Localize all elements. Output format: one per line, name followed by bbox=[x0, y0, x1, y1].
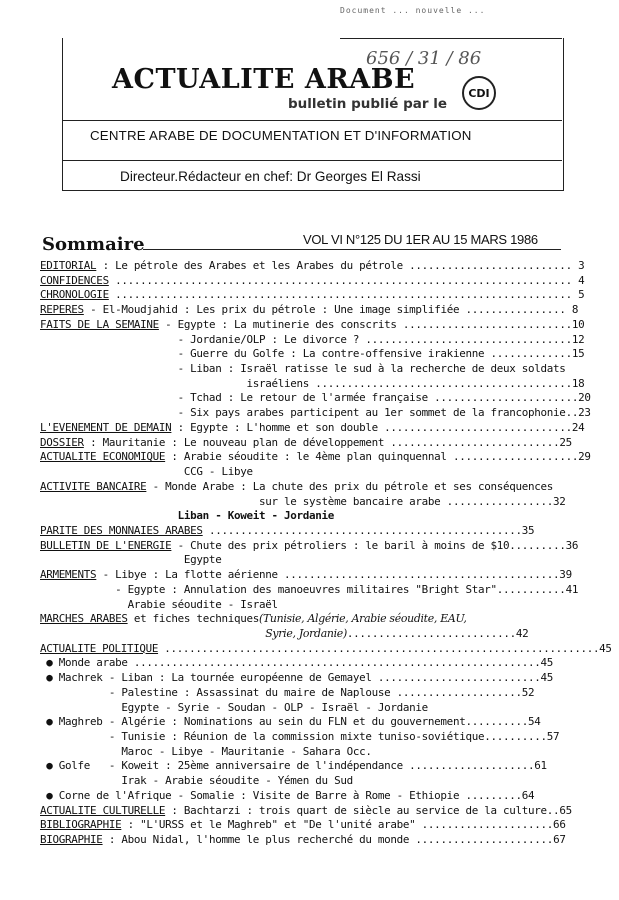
toc-line bbox=[40, 818, 566, 832]
entry-text: ● Monde arabe .................................................................45 bbox=[40, 656, 554, 670]
toc-line bbox=[40, 288, 584, 302]
toc-line bbox=[40, 553, 221, 567]
section-title: CONFIDENCES bbox=[40, 273, 109, 287]
section-title: DOSSIER bbox=[40, 435, 84, 449]
section-title: ARMEMENTS bbox=[40, 568, 97, 582]
section-title: CHRONOLOGIE bbox=[40, 288, 109, 302]
toc-line bbox=[40, 362, 566, 376]
entry-text: ..................................................35 bbox=[202, 523, 535, 537]
entry-text: ● Golfe - Koweit : 25ème anniversaire de l'indépendance ....................61 bbox=[40, 759, 547, 773]
toc-line bbox=[40, 833, 566, 847]
sommaire-rule bbox=[143, 249, 561, 250]
centre-name: CENTRE ARABE DE DOCUMENTATION ET D'INFORMATION bbox=[90, 128, 472, 143]
entry-text: - Egypte : La mutinerie des conscrits ...........................10 bbox=[158, 317, 585, 331]
toc-line bbox=[40, 333, 584, 347]
publication-title: ACTUALITE ARABE bbox=[112, 64, 416, 95]
entry-text: et fiches techniques bbox=[127, 612, 260, 626]
entry-text: - Liban : Israël ratisse le sud à la recherche de deux soldats bbox=[40, 362, 566, 376]
entry-text: israéliens .........................................18 bbox=[40, 376, 585, 390]
toc-line bbox=[40, 701, 428, 715]
top-scribble: Document ... nouvelle ... bbox=[340, 6, 486, 15]
toc-line bbox=[40, 318, 584, 332]
toc-line bbox=[40, 539, 578, 553]
header-rule-1 bbox=[62, 120, 562, 121]
entry-text: : Bachtarzi : trois quart de siècle au service de la culture..65 bbox=[165, 803, 572, 817]
entry-text: : Le pétrole des Arabes et les Arabes du pétrole .......................... 3 bbox=[96, 259, 585, 272]
toc-line bbox=[40, 686, 534, 700]
toc-line bbox=[40, 730, 559, 744]
toc-line bbox=[40, 509, 334, 523]
toc-line bbox=[40, 347, 584, 361]
entry-text: Maroc - Libye - Mauritanie - Sahara Occ. bbox=[40, 744, 372, 758]
toc-line bbox=[40, 480, 553, 494]
toc-line bbox=[40, 745, 372, 759]
section-title: ACTUALITE POLITIQUE bbox=[40, 641, 159, 655]
section-title: FAITS DE LA SEMAINE bbox=[40, 317, 159, 331]
entry-text: Egypte bbox=[40, 553, 222, 567]
entry-text: ● Machrek - Liban : La tournée européenne de Gemayel ..........................45 bbox=[40, 671, 554, 685]
toc-line bbox=[40, 612, 467, 626]
director-line: Directeur.Rédacteur en chef: Dr Georges El Rassi bbox=[120, 169, 421, 184]
entry-text: CCG - Libye bbox=[40, 465, 253, 479]
toc-line bbox=[40, 436, 572, 450]
sommaire-heading: Sommaire bbox=[42, 234, 145, 255]
toc-line bbox=[40, 391, 591, 405]
entry-text: - Egypte : Annulation des manoeuvres militaires "Bright Star"...........41 bbox=[40, 582, 579, 596]
section-title: BULLETIN DE L'ENERGIE bbox=[40, 538, 172, 552]
toc-line bbox=[40, 671, 553, 685]
toc-line bbox=[40, 303, 578, 317]
section-title: ACTUALITE ECONOMIQUE bbox=[40, 450, 166, 464]
entry-text: Egypte - Syrie - Soudan - OLP - Israël - Jordanie bbox=[40, 700, 428, 714]
toc-line bbox=[40, 583, 578, 597]
section-title: EDITORIAL bbox=[40, 259, 97, 272]
toc-line bbox=[40, 524, 534, 538]
entry-text: - Guerre du Golfe : La contre-offensive irakienne .............15 bbox=[40, 347, 585, 361]
section-title: ACTIVITE BANCAIRE bbox=[40, 479, 147, 493]
toc-line bbox=[40, 789, 534, 803]
entry-text: Arabie séoudite - Israël bbox=[40, 597, 278, 611]
section-title: MARCHES ARABES bbox=[40, 612, 128, 626]
toc-line bbox=[40, 568, 572, 582]
entry-text: - Libye : La flotte aérienne ............................................39 bbox=[96, 568, 572, 582]
entry-text: : Abou Nidal, l'homme le plus recherché du monde ......................67 bbox=[102, 833, 566, 847]
toc-line bbox=[40, 274, 584, 288]
entry-text: : "L'URSS et le Maghreb" et "De l'unité arabe" .....................66 bbox=[121, 818, 566, 832]
entry-text: : Arabie séoudite : le 4ème plan quinquennal ....................29 bbox=[165, 450, 591, 464]
toc-line bbox=[40, 465, 253, 479]
entry-text: - Monde Arabe : La chute des prix du pétrole et ses conséquences bbox=[146, 479, 554, 493]
section-title: BIOGRAPHIE bbox=[40, 833, 103, 847]
entry-text: ...........................42 bbox=[346, 627, 529, 640]
entry-text: : Egypte : L'homme et son double ..............................24 bbox=[171, 420, 585, 434]
entry-text: ......................................................................... 4 bbox=[108, 273, 585, 287]
entry-text: sur le système bancaire arabe .................32 bbox=[40, 494, 566, 508]
toc-line bbox=[40, 804, 572, 818]
entry-text: - Jordanie/OLP : Le divorce ? .................................12 bbox=[40, 332, 585, 346]
section-title: ACTUALITE CULTURELLE bbox=[40, 803, 166, 817]
toc-line bbox=[40, 598, 278, 612]
toc-line bbox=[40, 450, 591, 464]
toc-line bbox=[40, 377, 584, 391]
entry-text: ......................................................................45 bbox=[158, 641, 612, 655]
entry-text: - Palestine : Assassinat du maire de Naplouse ....................52 bbox=[40, 685, 535, 699]
toc-line bbox=[40, 627, 528, 641]
toc-line bbox=[40, 642, 612, 656]
cdi-logo: CDI bbox=[462, 76, 496, 110]
section-title: BIBLIOGRAPHIE bbox=[40, 818, 122, 832]
entry-text: ● Maghreb - Algérie : Nominations au sein du FLN et du gouvernement..........54 bbox=[40, 715, 541, 729]
toc-line bbox=[40, 259, 584, 273]
toc-line bbox=[40, 495, 566, 509]
header-rule-2 bbox=[62, 160, 562, 161]
entry-text: ● Corne de l'Afrique - Somalie : Visite de Barre à Rome - Ethiopie .........64 bbox=[40, 788, 535, 802]
entry-text: - Tunisie : Réunion de la commission mixte tuniso-soviétique..........57 bbox=[40, 730, 560, 744]
toc-line bbox=[40, 406, 591, 420]
section-title: PARITE DES MONNAIES ARABES bbox=[40, 523, 203, 537]
toc-line bbox=[40, 656, 553, 670]
issue-info: VOL VI N°125 DU 1ER AU 15 MARS 1986 bbox=[303, 232, 538, 247]
section-title: L'EVENEMENT DE DEMAIN bbox=[40, 420, 172, 434]
italic-entry-text: Syrie, Jordanie) bbox=[265, 627, 347, 640]
entry-text: : Mauritanie : Le nouveau plan de développement ...........................25 bbox=[83, 435, 572, 449]
publication-subtitle: bulletin publié par le bbox=[288, 96, 448, 112]
entry-text: - Chute des prix pétroliers : le baril à moins de $10.........36 bbox=[171, 538, 579, 552]
entry-text bbox=[40, 627, 265, 640]
entry-text: Irak - Arabie séoudite - Yémen du Sud bbox=[40, 774, 353, 788]
entry-text: - Six pays arabes participent au 1er sommet de la francophonie..23 bbox=[40, 406, 591, 420]
entry-text: - El-Moudjahid : Les prix du pétrole : Une image simplifiée ................ 8 bbox=[83, 303, 579, 317]
toc-line bbox=[40, 715, 541, 729]
entry-text: ......................................................................... 5 bbox=[108, 288, 585, 302]
section-title: REPERES bbox=[40, 303, 84, 317]
toc-line bbox=[40, 421, 584, 435]
italic-entry-text: (Tunisie, Algérie, Arabie séoudite, EAU, bbox=[259, 612, 467, 626]
toc-line bbox=[40, 759, 547, 773]
entry-text: - Tchad : Le retour de l'armée française .......................20 bbox=[40, 391, 591, 405]
handwritten-reference: 656 / 31 / 86 bbox=[366, 48, 482, 69]
entry-text: Liban - Koweit - Jordanie bbox=[40, 509, 335, 523]
toc-line bbox=[40, 774, 353, 788]
